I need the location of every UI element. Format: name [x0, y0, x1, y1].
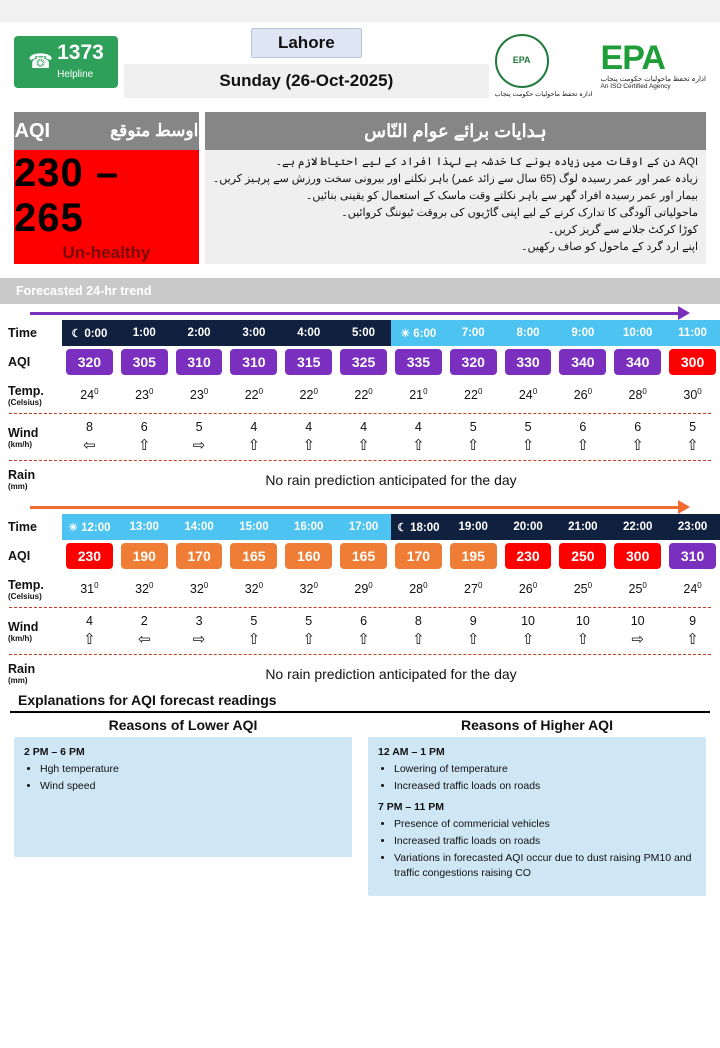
moon-icon: ☾	[71, 327, 82, 340]
lower-aqi-body	[14, 737, 352, 857]
temp-cell: $32^0$	[135, 581, 154, 597]
title-block	[118, 28, 495, 98]
epa-logo	[600, 39, 706, 90]
row-label-temp: Temp. (Celsius)	[8, 577, 44, 601]
wind-speed: 5	[195, 420, 203, 434]
explanation-item: • Increased traffic loads on roads	[394, 779, 696, 795]
temp-cell: $32^0$	[189, 581, 209, 597]
row-label-time: Time	[8, 326, 37, 340]
advisory-line: اپنے ارد گرد کے ماحول کو صاف رکھیں۔	[521, 241, 698, 254]
aqi-heading-ur: اوسط متوقع	[110, 121, 199, 140]
wind-speed: 5	[524, 420, 532, 434]
aqi-summary-card	[14, 112, 199, 264]
wind-cell	[117, 415, 172, 459]
summary-section	[0, 112, 720, 264]
epa-logo-text: EPA	[600, 39, 665, 78]
aqi-row	[0, 540, 720, 572]
wind-speed: 3	[195, 614, 203, 628]
aqi-row	[0, 346, 720, 378]
wind-speed: 5	[250, 614, 258, 628]
wind-speed: 4	[250, 420, 258, 434]
time-cell: 9:00	[555, 320, 610, 346]
aqi-cell	[555, 346, 610, 378]
temp-cell: $22^0$	[464, 387, 483, 403]
aqi-cell	[446, 540, 501, 572]
helpline-label: Helpline	[57, 69, 94, 80]
wind-cell	[501, 609, 556, 653]
wind-row	[0, 609, 720, 653]
temp-cell: $23^0$	[189, 387, 209, 403]
aqi-pill: 165	[230, 543, 277, 569]
aqi-pill: 250	[559, 543, 606, 569]
wind-speed: 8	[85, 420, 93, 434]
row-label-wind: Wind (km/h)	[8, 425, 39, 449]
time-cell: 2:00	[172, 320, 227, 346]
aqi-pill: 300	[669, 349, 716, 375]
time-cell: 5:00	[336, 320, 391, 346]
city-name: Lahore	[251, 28, 362, 58]
wind-cell	[665, 415, 720, 459]
advisory-card	[205, 112, 706, 264]
temp-cell: $22^0$	[244, 387, 264, 403]
advisory-line: ماحولیاتی آلودگی کا تدارک کرنے کے لیے اپنی گاڑیوں کی بروقت ٹیوننگ کروائیں۔	[341, 207, 698, 220]
explanation-item: • Presence of commericial vehicles	[394, 817, 696, 833]
aqi-cell	[336, 346, 391, 378]
phone-icon: ☎	[28, 51, 54, 73]
wind-cell	[610, 609, 665, 653]
explanation-group-time: 12 AM – 1 PM	[378, 746, 445, 758]
logo-group	[495, 34, 706, 98]
wind-direction-icon: ⇧	[302, 437, 316, 454]
row-label-temp: Temp. (Celsius)	[8, 383, 44, 407]
helpline-badge	[14, 36, 118, 88]
aqi-pill: 310	[230, 349, 277, 375]
advisory-line: کوڑا کرکٹ جلانے سے گریز کریں۔	[547, 224, 698, 237]
explanation-list	[378, 817, 696, 882]
aqi-pill: 320	[66, 349, 113, 375]
explanation-item: • Variations in forecasted AQI occur due to dust raising PM10 and traffic congestions raising CO	[394, 851, 696, 883]
wind-speed: 10	[575, 614, 590, 628]
row-label-time: Time	[8, 520, 37, 534]
temp-cell: $32^0$	[299, 581, 318, 597]
dashed-divider	[9, 460, 711, 461]
temp-cell: $31^0$	[80, 581, 99, 597]
temp-row	[0, 572, 720, 606]
wind-cell	[172, 415, 227, 459]
wind-speed: 9	[469, 614, 477, 628]
aqi-pill: 340	[614, 349, 661, 375]
aqi-pill: 320	[450, 349, 497, 375]
wind-direction-icon: ⇧	[521, 437, 535, 454]
time-cell: 4:00	[281, 320, 336, 346]
aqi-pill: 325	[340, 349, 387, 375]
wind-cell	[117, 609, 172, 653]
wind-speed: 5	[305, 614, 313, 628]
forecast-band-title: Forecasted 24-hr trend	[0, 278, 720, 304]
advisory-line: بیمار اور عمر رسیدہ افراد گھر سے باہر نکلتے وقت ماسک کے استعمال کو یقینی بنائیں۔	[305, 190, 698, 203]
aqi-cell	[336, 540, 391, 572]
explanation-item: • Increased traffic loads on roads	[394, 834, 696, 850]
time-row	[0, 320, 720, 346]
explanation-item: • Wind speed	[40, 779, 342, 795]
time-cell: 21:00	[555, 514, 610, 540]
time-cell: 1:00	[117, 320, 172, 346]
wind-direction-icon: ⇧	[137, 437, 151, 454]
moon-icon: ☾	[397, 521, 408, 534]
aqi-summary-body	[14, 150, 199, 264]
wind-cell	[226, 609, 281, 653]
temp-cell: $26^0$	[518, 581, 538, 597]
trend-arrow-bottom	[30, 500, 690, 514]
time-cell: 3:00	[226, 320, 281, 346]
wind-cell	[665, 609, 720, 653]
wind-speed: 10	[521, 614, 535, 628]
aqi-cell	[172, 346, 227, 378]
trend-arrow-head-2	[678, 500, 690, 514]
dashed-divider	[9, 413, 711, 414]
temp-cell: $25^0$	[573, 581, 593, 597]
aqi-cell	[172, 540, 227, 572]
explanation-list	[24, 762, 342, 795]
wind-direction-icon: ⇧	[686, 437, 699, 454]
advisory-line: زیادہ عمر اور عمر رسیدہ لوگ (65 سال سے زائد عمر) باہر نکلنے اور بیرونی سخت ورزش سے پرہیز کریں۔	[212, 173, 698, 186]
wind-speed: 5	[469, 420, 477, 434]
time-cell: 22:00	[610, 514, 665, 540]
row-label-aqi: AQI	[8, 549, 31, 563]
wind-cell	[62, 609, 117, 653]
temp-cell: $28^0$	[628, 387, 647, 403]
wind-direction-icon: ⇧	[357, 437, 370, 454]
temp-row	[0, 378, 720, 412]
aqi-cell	[281, 346, 336, 378]
higher-aqi-body	[368, 737, 706, 896]
time-cell: ☾ 18:00	[391, 514, 446, 540]
explanations-title: Explanations for AQI forecast readings	[10, 690, 710, 713]
time-cell: 16:00	[281, 514, 336, 540]
aqi-cell	[391, 346, 446, 378]
wind-cell	[281, 609, 336, 653]
wind-direction-icon: ⇧	[466, 631, 480, 648]
wind-direction-icon: ⇧	[247, 631, 261, 648]
wind-cell	[226, 415, 281, 459]
aqi-cell	[62, 540, 117, 572]
aqi-cell	[446, 346, 501, 378]
time-cell: 8:00	[501, 320, 556, 346]
wind-direction-icon: ⇦	[83, 437, 96, 454]
wind-direction-icon: ⇦	[137, 631, 151, 648]
aqi-range-value: 230 – 265	[14, 151, 120, 240]
explanation-group-time: 2 PM – 6 PM	[24, 746, 85, 758]
temp-cell: $24^0$	[80, 387, 99, 403]
forecast-table-first-half	[0, 320, 720, 492]
time-cell: 15:00	[226, 514, 281, 540]
higher-aqi-heading: Reasons of Higher AQI	[461, 717, 613, 733]
rain-text: No rain prediction anticipated for the day	[265, 471, 517, 488]
wind-direction-icon: ⇧	[631, 437, 644, 454]
rain-row	[0, 462, 720, 492]
wind-direction-icon: ⇧	[302, 631, 316, 648]
dashed-divider	[9, 607, 711, 608]
temp-cell: $21^0$	[409, 387, 428, 403]
aqi-cell	[501, 346, 556, 378]
explanation-list	[378, 762, 696, 795]
temp-cell: $29^0$	[354, 581, 373, 597]
lower-aqi-heading: Reasons of Lower AQI	[108, 717, 258, 733]
wind-speed: 4	[305, 420, 313, 434]
row-label-aqi: AQI	[8, 355, 31, 369]
wind-direction-icon: ⇧	[576, 631, 590, 648]
time-cell: ☀ 6:00	[391, 320, 446, 346]
aqi-cell	[391, 540, 446, 572]
wind-speed: 4	[414, 420, 422, 434]
wind-speed: 2	[140, 614, 148, 628]
aqi-pill: 165	[340, 543, 387, 569]
temp-cell: $25^0$	[628, 581, 647, 597]
rain-text: No rain prediction anticipated for the day	[265, 665, 517, 682]
aqi-pill: 330	[505, 349, 552, 375]
aqi-cell	[226, 346, 281, 378]
wind-speed: 9	[689, 614, 697, 628]
aqi-pill: 160	[285, 543, 332, 569]
advisory-body	[205, 150, 706, 264]
epa-seal-icon	[495, 34, 549, 88]
time-cell: 13:00	[117, 514, 172, 540]
trend-arrow-line	[30, 312, 680, 315]
forecast-date: Sunday (26-Oct-2025)	[124, 64, 489, 98]
trend-arrow-line-2	[30, 506, 680, 509]
wind-row	[0, 415, 720, 459]
temp-cell: $22^0$	[299, 387, 318, 403]
aqi-cell	[117, 346, 172, 378]
sun-icon: ☀	[68, 521, 79, 534]
wind-direction-icon: ⇧	[83, 631, 96, 648]
aqi-pill: 310	[176, 349, 223, 375]
aqi-pill: 230	[66, 543, 113, 569]
time-cell: 23:00	[665, 514, 720, 540]
wind-cell	[391, 609, 446, 653]
epa-logo-iso: An ISO Certified Agency	[600, 82, 671, 90]
temp-cell: $27^0$	[464, 581, 483, 597]
wind-direction-icon: ⇧	[412, 631, 425, 648]
wind-cell	[172, 609, 227, 653]
wind-direction-icon: ⇧	[247, 437, 261, 454]
wind-speed: 4	[360, 420, 368, 434]
dashed-divider	[9, 654, 711, 655]
wind-direction-icon: ⇧	[357, 631, 370, 648]
aqi-cell	[665, 346, 720, 378]
aqi-heading-en: AQI	[14, 119, 51, 142]
wind-direction-icon: ⇧	[686, 631, 699, 648]
temp-cell: $26^0$	[573, 387, 593, 403]
epa-seal-caption: ادارہ تحفظ ماحولیات حکومت پنجاب	[494, 91, 593, 98]
aqi-cell	[665, 540, 720, 572]
top-strip	[0, 0, 720, 22]
explanation-group-time: 7 PM – 11 PM	[378, 801, 444, 814]
temp-cell: $22^0$	[354, 387, 373, 403]
wind-direction-icon: ⇧	[412, 437, 425, 454]
sun-icon: ☀	[400, 327, 411, 340]
wind-cell	[391, 415, 446, 459]
lower-aqi-column	[14, 717, 352, 896]
temp-cell: $28^0$	[409, 581, 428, 597]
aqi-pill: 190	[121, 543, 168, 569]
time-cell: 11:00	[665, 320, 720, 346]
aqi-cell	[610, 540, 665, 572]
higher-aqi-column	[368, 717, 706, 896]
explanation-item: • Hgh temperature	[40, 762, 342, 778]
temp-cell: $32^0$	[244, 581, 264, 597]
wind-cell	[610, 415, 665, 459]
temp-cell: $30^0$	[683, 387, 702, 403]
wind-direction-icon: ⇧	[576, 437, 590, 454]
aqi-pill: 230	[505, 543, 552, 569]
time-cell: ☾ 0:00	[62, 320, 117, 346]
advisory-line: AQI دن کے اوقات میں زیادہ ہونے کا خدشہ ہے لہذا افراد کے لیے احتیاط لازم ہے۔	[275, 156, 698, 168]
wind-cell	[446, 415, 501, 459]
row-label-wind: Wind (km/h)	[8, 619, 39, 643]
epa-seal-badge	[495, 34, 593, 98]
wind-speed: 6	[140, 420, 148, 434]
aqi-pill: 340	[559, 349, 606, 375]
aqi-cell	[62, 346, 117, 378]
wind-speed: 10	[630, 614, 645, 628]
time-cell: 7:00	[446, 320, 501, 346]
row-label-rain: Rain (mm)	[8, 468, 36, 491]
wind-cell	[501, 415, 556, 459]
row-label-rain: Rain (mm)	[8, 662, 36, 685]
time-cell: 14:00	[172, 514, 227, 540]
page-header	[0, 22, 720, 108]
epa-logo-urdu: ادارہ تحفظ ماحولیات حکومت پنجاب	[600, 75, 706, 83]
time-row	[0, 514, 720, 540]
temp-cell: $24^0$	[518, 387, 538, 403]
explanations-columns	[0, 713, 720, 896]
wind-direction-icon: ⇧	[466, 437, 480, 454]
aqi-pill: 315	[285, 349, 332, 375]
wind-speed: 5	[689, 420, 697, 434]
wind-direction-icon: ⇨	[631, 631, 644, 648]
aqi-summary-header	[14, 112, 199, 150]
wind-cell	[336, 415, 391, 459]
wind-direction-icon: ⇧	[521, 631, 535, 648]
aqi-cell	[117, 540, 172, 572]
wind-cell	[446, 609, 501, 653]
wind-cell	[281, 415, 336, 459]
aqi-cell	[501, 540, 556, 572]
wind-cell	[555, 609, 610, 653]
time-cell: 19:00	[446, 514, 501, 540]
explanation-item: • Lowering of temperature	[394, 762, 696, 778]
aqi-pill: 310	[669, 543, 716, 569]
aqi-cell	[610, 346, 665, 378]
aqi-cell	[281, 540, 336, 572]
wind-speed: 6	[579, 420, 587, 434]
advisory-header: ہدایات برائے عوام النّاس	[205, 112, 706, 150]
aqi-status-label: Un-healthy	[62, 243, 151, 262]
time-cell: ☀ 12:00	[62, 514, 117, 540]
trend-arrow-top	[30, 306, 690, 320]
aqi-cell	[555, 540, 610, 572]
aqi-pill: 170	[395, 543, 442, 569]
wind-speed: 8	[414, 614, 422, 628]
aqi-pill: 335	[395, 349, 442, 375]
temp-cell: $23^0$	[135, 387, 154, 403]
wind-speed: 6	[634, 420, 642, 434]
forecast-table-second-half	[0, 514, 720, 686]
aqi-pill: 305	[121, 349, 168, 375]
aqi-pill: 170	[176, 543, 223, 569]
time-cell: 10:00	[610, 320, 665, 346]
rain-row	[0, 656, 720, 686]
wind-cell	[62, 415, 117, 459]
wind-direction-icon: ⇨	[192, 631, 206, 648]
aqi-cell	[226, 540, 281, 572]
time-cell: 20:00	[501, 514, 556, 540]
trend-arrow-head	[678, 306, 690, 320]
epa-seal-text: EPA	[512, 55, 531, 66]
wind-cell	[336, 609, 391, 653]
wind-speed: 6	[360, 614, 368, 628]
wind-speed: 4	[85, 614, 93, 628]
time-cell: 17:00	[336, 514, 391, 540]
temp-cell: $24^0$	[683, 581, 702, 597]
aqi-pill: 195	[450, 543, 497, 569]
wind-cell	[555, 415, 610, 459]
aqi-pill: 300	[614, 543, 661, 569]
wind-direction-icon: ⇨	[192, 437, 206, 454]
helpline-number: 1373	[57, 41, 104, 64]
